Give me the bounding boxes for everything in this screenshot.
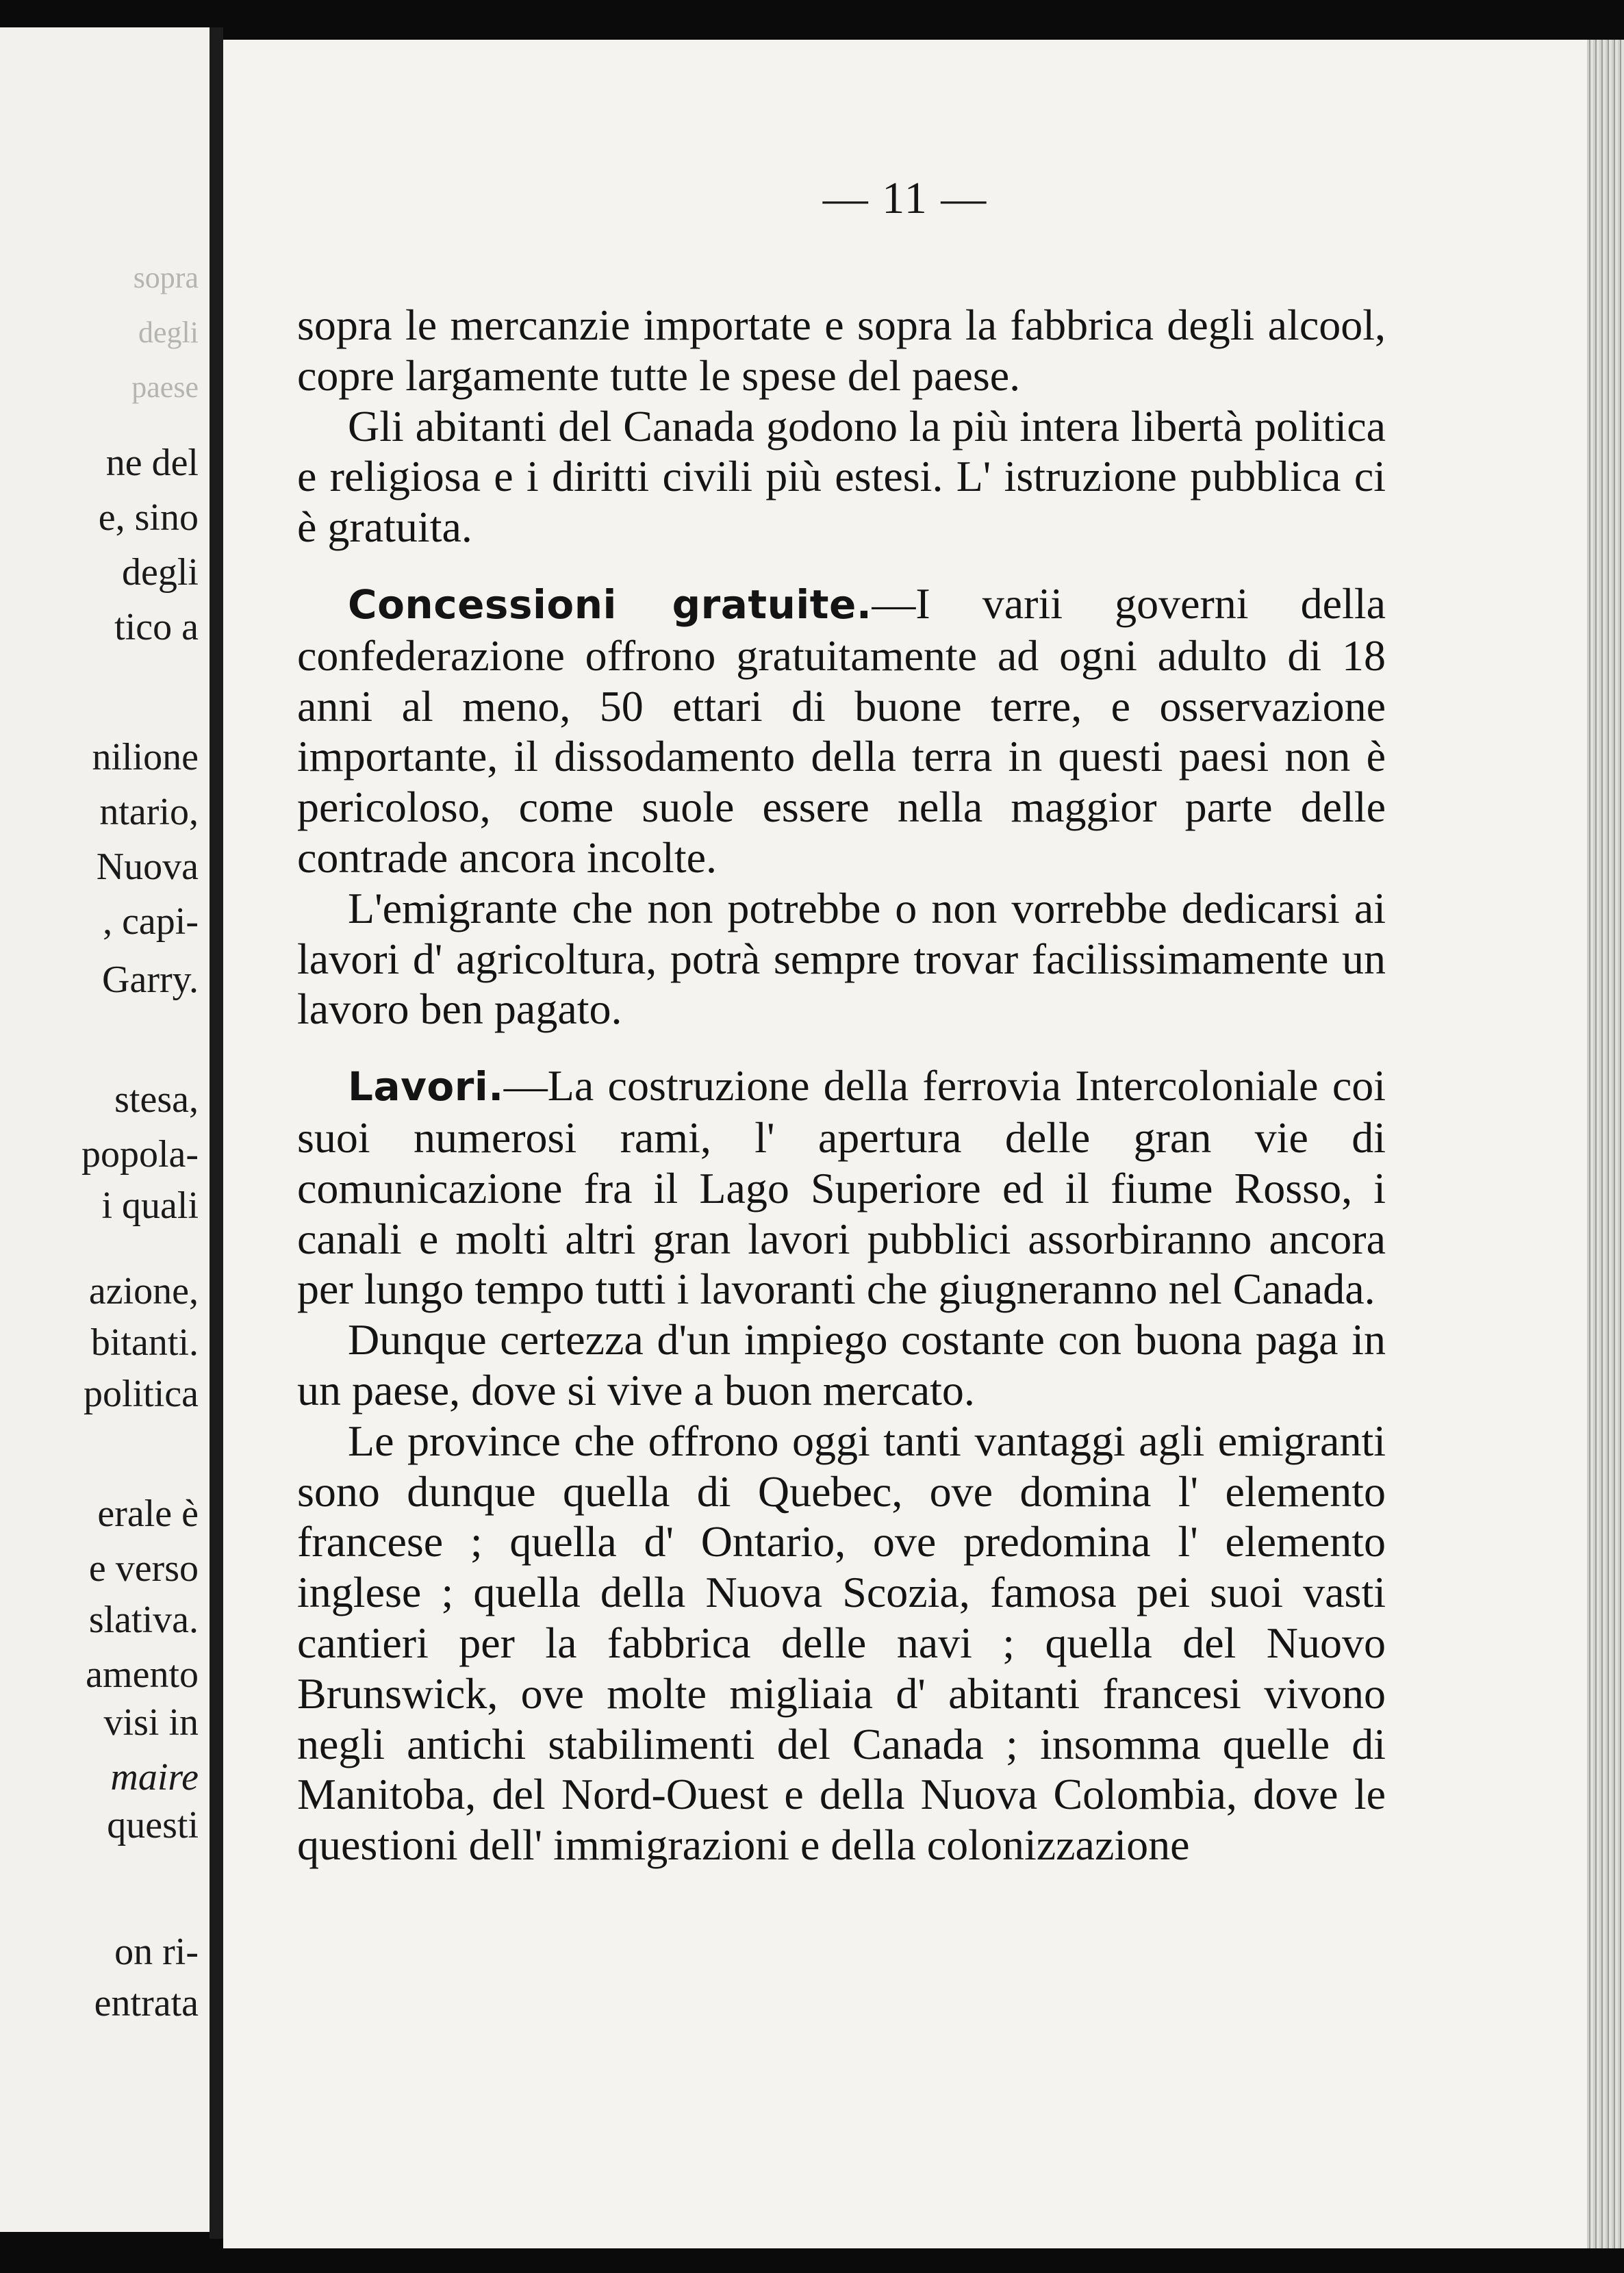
left-page-line: politica bbox=[84, 1373, 199, 1415]
left-page-line: bitanti. bbox=[90, 1321, 199, 1364]
left-page-line: maire bbox=[110, 1756, 199, 1799]
left-page-line: visi in bbox=[103, 1701, 199, 1744]
left-page-line: popola- bbox=[81, 1133, 199, 1176]
left-page-line: e verso bbox=[88, 1547, 199, 1590]
left-page-line: degli bbox=[122, 551, 199, 594]
left-page-line: e, sino bbox=[98, 496, 199, 539]
left-page-line: i quali bbox=[101, 1184, 199, 1227]
paragraph bbox=[297, 1061, 1386, 1315]
left-page-line: degli bbox=[138, 316, 199, 349]
paragraph bbox=[297, 883, 1386, 1034]
paragraph bbox=[297, 1416, 1386, 1870]
page-number: — 11 — bbox=[822, 173, 988, 223]
left-page-line: azione, bbox=[88, 1270, 199, 1312]
paragraph-text: —La costruzione della ferrovia Intercoloniale coi suoi numerosi rami, l' apertura delle gran vie di comunicazione fra il Lago Superiore ed il fiume Rosso, i canali e molti altri gran lavori pubblici assorbiranno ancora per lungo tempo tutti i lavoranti che giugneranno nel Canada. bbox=[297, 1061, 1386, 1314]
paragraph bbox=[297, 300, 1386, 401]
body-text bbox=[297, 300, 1386, 1870]
left-page-line: slativa. bbox=[88, 1599, 199, 1641]
left-page-line: amento bbox=[86, 1653, 199, 1696]
left-page-line: Garry. bbox=[102, 958, 199, 1001]
left-page-line: erale è bbox=[97, 1493, 199, 1535]
left-page-line: stesa, bbox=[114, 1078, 199, 1121]
paragraph-text: Dunque certezza d'un impiego costante con buona paga in un paese, dove si vive a buon mercato. bbox=[297, 1315, 1386, 1414]
left-page-line: ne del bbox=[105, 442, 199, 484]
paragraph-text: Le province che offrono oggi tanti vantaggi agli emigranti sono dunque quella di Quebec, ove domina l' elemento francese ; quella d' Ontario, ove predomina l' elemento inglese ; quella della Nuova Scozia, famosa pei suoi vasti cantieri per la fabbrica delle navi ; quella del Nuovo Brunswick, ove molte migliaia d' abitanti francesi vivono negli antichi stabilimenti del Canada ; insomma quelle di Manitoba, del Nord-Ouest e della Nuova Colombia, dove le questioni dell' immigrazioni e della colonizzazione bbox=[297, 1416, 1386, 1870]
left-page-line: on ri- bbox=[114, 1931, 199, 1973]
left-page-line: , capi- bbox=[103, 900, 199, 943]
paragraph bbox=[297, 1315, 1386, 1416]
paragraph-text: —I varii governi della confederazione offrono gratuitamente ad ogni adulto di 18 anni al meno, 50 ettari di buone terre, e osservazione importante, il dissodamento della terra in questi paesi non è pericoloso, come suole essere nella maggior parte delle contrade ancora incolte. bbox=[297, 579, 1386, 882]
paragraph bbox=[297, 579, 1386, 883]
paragraph-text: sopra le mercanzie importate e sopra la fabbrica degli alcool, copre largamente tutte le spese del paese. bbox=[297, 301, 1386, 400]
left-page-line: paese bbox=[131, 370, 199, 404]
left-page-line: sopra bbox=[133, 261, 199, 294]
left-page-line: nilione bbox=[92, 736, 199, 778]
left-page-line: Nuova bbox=[96, 846, 199, 888]
left-page-line: entrata bbox=[94, 1982, 199, 2024]
paragraph bbox=[297, 401, 1386, 553]
page-gutter bbox=[210, 27, 223, 2239]
section-heading: Concessioni gratuite. bbox=[348, 581, 872, 628]
left-page-line: ntario, bbox=[99, 791, 199, 833]
paragraph-text: Gli abitanti del Canada godono la più intera libertà politica e religiosa e i diritti civili più estesi. L' istruzione pubblica ci è gratuita. bbox=[297, 401, 1386, 552]
left-page-line: tico a bbox=[114, 606, 199, 648]
section-heading: Lavori. bbox=[348, 1063, 504, 1110]
page-edge bbox=[1587, 40, 1624, 2248]
left-page-line: questi bbox=[107, 1804, 199, 1846]
book-page bbox=[223, 40, 1587, 2248]
paragraph-text: L'emigrante che non potrebbe o non vorrebbe dedicarsi ai lavori d' agricoltura, potrà sempre trovar facilissimamente un lavoro ben pagato. bbox=[297, 883, 1386, 1034]
previous-page bbox=[0, 27, 210, 2232]
